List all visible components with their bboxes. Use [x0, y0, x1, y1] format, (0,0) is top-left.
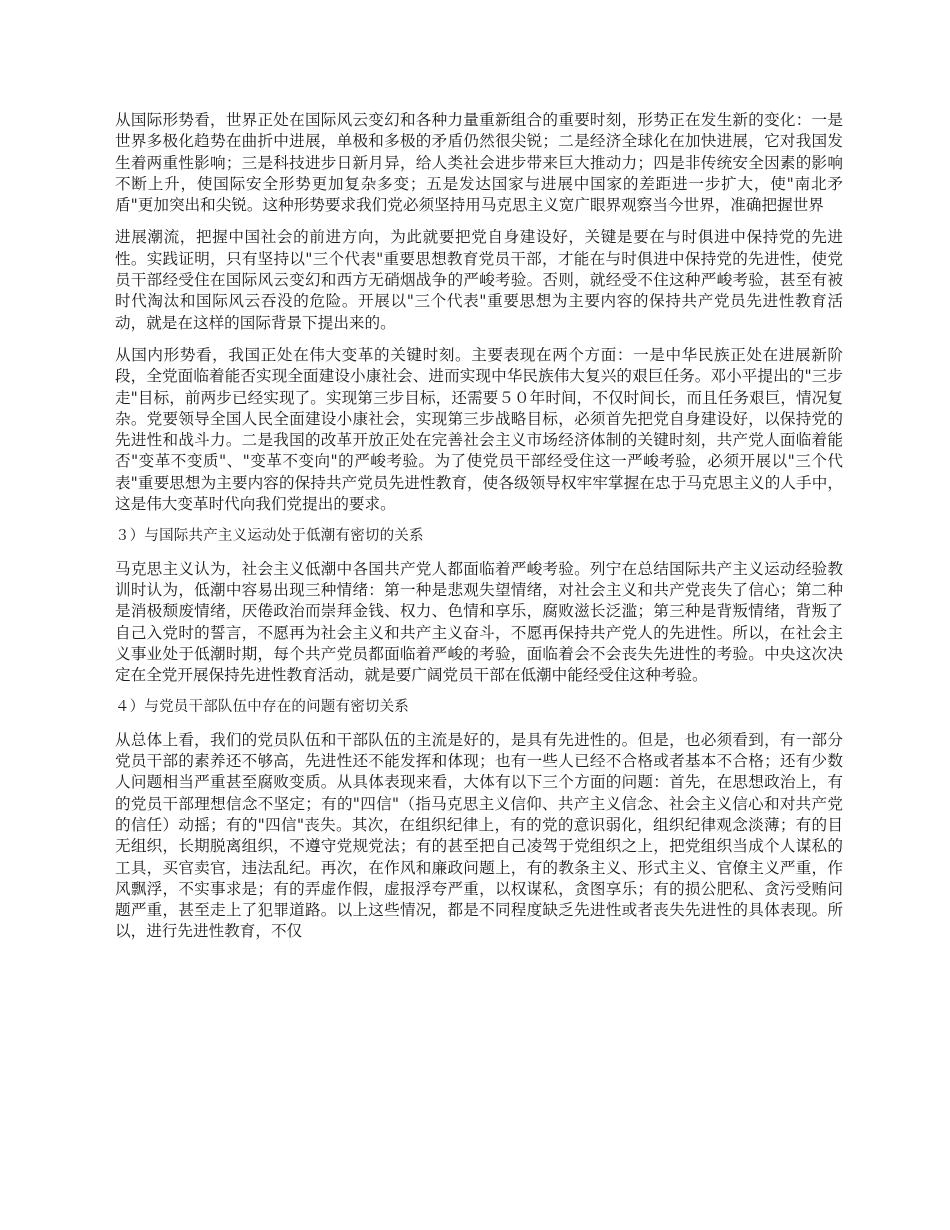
- paragraph-communist-movement: 马克思主义认为，社会主义低潮中各国共产党人都面临着严峻考验。列宁在总结国际共产主义运动经验教训时认为，低潮中容易出现三种情绪：第一种是悲观失望情绪，对社会主义和共产党丧失了信心；第二种是消极颓废情绪，厌倦政治而崇拜金钱、权力、色情和享乐，腐败滋长泛滥；第三种是背叛情绪，背叛了自己入党时的誓言，不愿再为社会主义和共产主义奋斗，不愿再保持共产党人的先进性。所以，在社会主义事业处于低潮时期，每个共产党员都面临着严峻的考验，面临着会不会丧失先进性的考验。中央这次决定在全党开展保持先进性教育活动，就是要广阔党员干部在低潮中能经受住这种考验。: [115, 559, 843, 685]
- section-heading-3: ３）与国际共产主义运动处于低潮有密切的关系: [115, 528, 424, 545]
- paragraph-advancement-trend: 进展潮流，把握中国社会的前进方向，为此就要把党自身建设好，关键是要在与时俱进中保持党的先进性。实践证明，只有坚持以"三个代表"重要思想教育党员干部，才能在与时俱进中保持党的先进性，使党员干部经受住在国际风云变幻和西方无硝烟战争的严峻考验。否则，就经受不住这种严峻考验，甚至有被时代淘汰和国际风云吞没的危险。开展以"三个代表"重要思想为主要内容的保持共产党员先进性教育活动，就是在这样的国际背景下提出来的。: [115, 228, 843, 332]
- paragraph-international-situation: 从国际形势看，世界正处在国际风云变幻和各种力量重新组合的重要时刻，形势正在发生新的变化：一是世界多极化趋势在曲折中进展，单极和多极的矛盾仍然很尖锐；二是经济全球化在加快进展，它对我国发生着两重性影响；三是科技进步日新月异，给人类社会进步带来巨大推动力；四是非传统安全因素的影响不断上升，使国际安全形势更加复杂多变；五是发达国家与进展中国家的差距进一步扩大，使"南北矛盾"更加突出和尖锐。这种形势要求我们党必须坚持用马克思主义宽广眼界观察当今世界，准确把握世界: [115, 111, 843, 215]
- section-heading-4: ４）与党员干部队伍中存在的问题有密切关系: [115, 699, 409, 716]
- document-body: [115, 110, 843, 954]
- paragraph-domestic-situation: 从国内形势看，我国正处在伟大变革的关键时刻。主要表现在两个方面：一是中华民族正处在进展新阶段，全党面临着能否实现全面建设小康社会、进而实现中华民族伟大复兴的艰巨任务。邓小平提出的"三步走"目标，前两步已经实现了。实现第三步目标，还需要５０年时间，不仅时间长，而且任务艰巨，情况复杂。党要领导全国人民全面建设小康社会，实现第三步战略目标，必须首先把党自身建设好，以保持党的先进性和战斗力。二是我国的改革开放正处在完善社会主义市场经济体制的关键时刻，共产党人面临着能否"变革不变质"、"变革不变向"的严峻考验。为了使党员干部经受住这一严峻考验，必须开展以"三个代表"重要思想为主要内容的保持共产党员先进性教育，使各级领导权牢牢掌握在忠于马克思主义的人手中，这是伟大变革时代向我们党提出的要求。: [115, 345, 843, 514]
- paragraph-cadre-problems: 从总体上看，我们的党员队伍和干部队伍的主流是好的，是具有先进性的。但是，也必须看到，有一部分党员干部的素养还不够高，先进性还不能发挥和体现；也有一些人已经不合格或者基本不合格；还有少数人问题相当严重甚至腐败变质。从具体表现来看，大体有以下三个方面的问题：首先，在思想政治上，有的党员干部理想信念不坚定；有的"四信"（指马克思主义信仰、共产主义信念、社会主义信心和对共产党的信任）动摇；有的"四信"丧失。其次，在组织纪律上，有的党的意识弱化，组织纪律观念淡薄；有的目无组织，长期脱离组织，不遵守党规党法；有的甚至把自己凌驾于党组织之上，把党组织当成个人谋私的工具，买官卖官，违法乱纪。再次，在作风和廉政问题上，有的教条主义、形式主义、官僚主义严重，作风飘浮，不实事求是；有的弄虚作假，虚报浮夸严重，以权谋私，贪图享乐；有的损公肥私、贪污受贿问题严重，甚至走上了犯罪道路。以上这些情况，都是不同程度缺乏先进性或者丧失先进性的具体表现。所以，进行先进性教育，不仅: [115, 730, 843, 941]
